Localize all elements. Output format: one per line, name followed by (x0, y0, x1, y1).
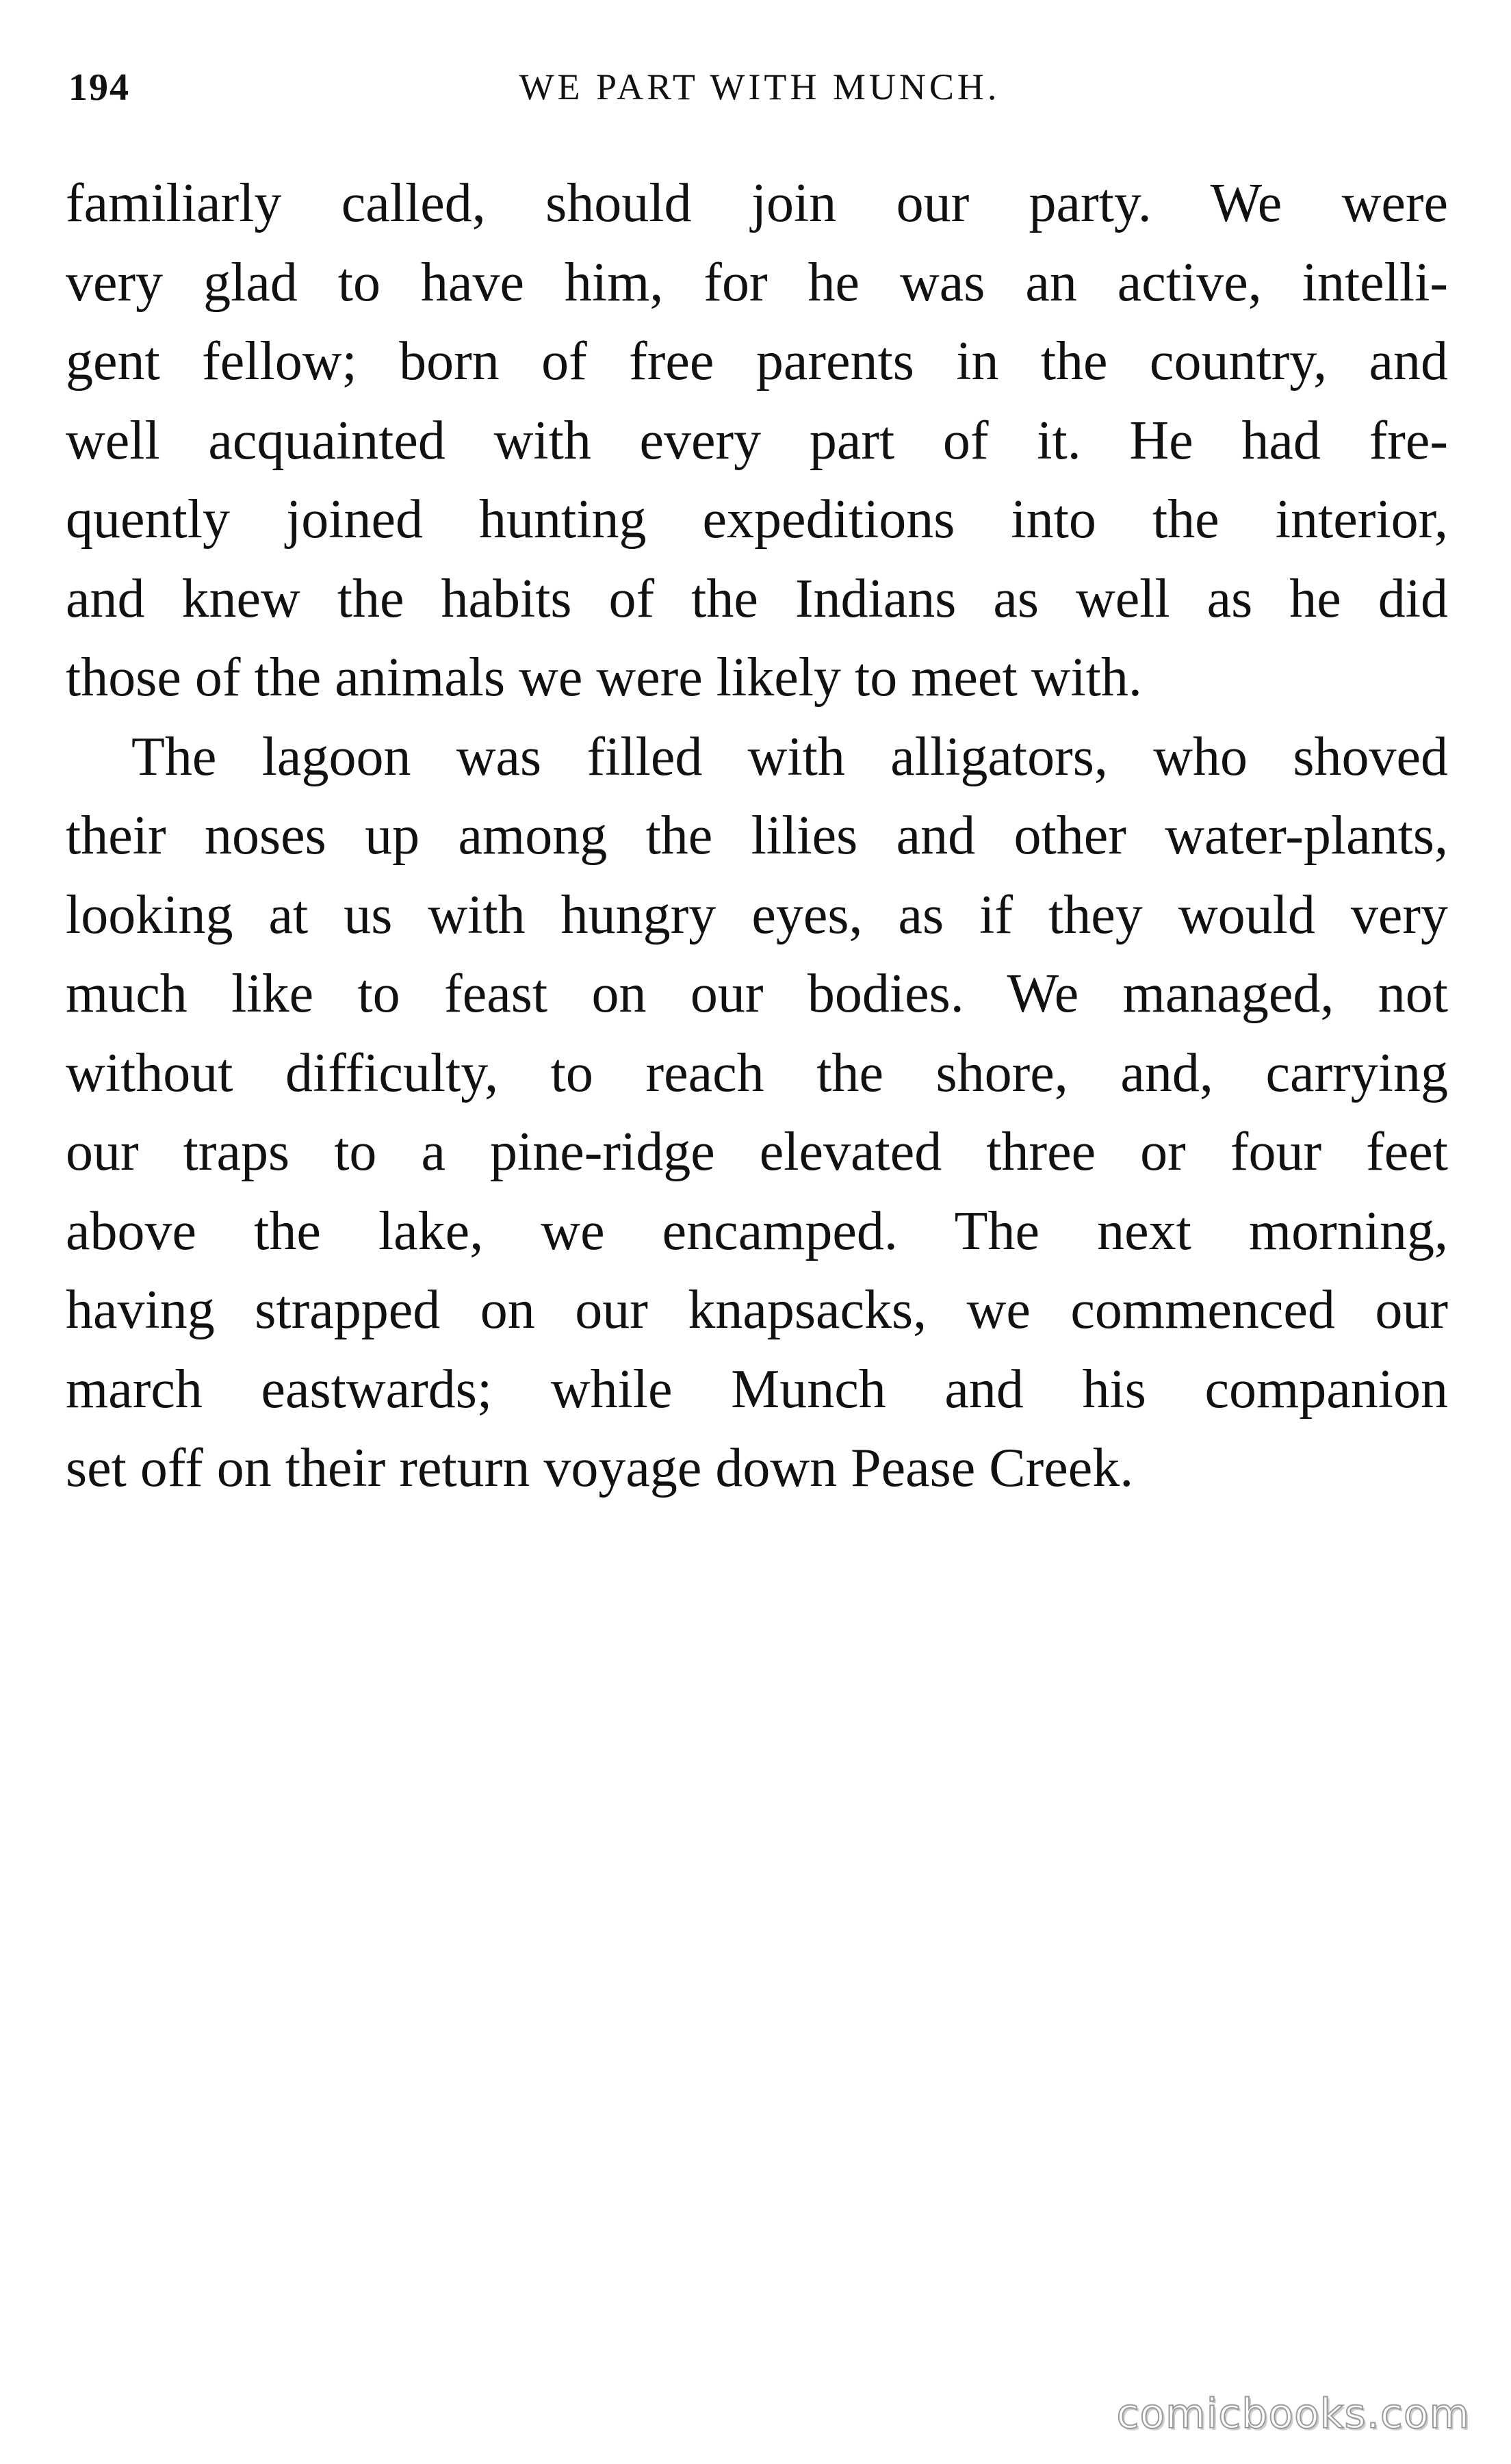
paragraph (66, 164, 1448, 718)
paragraph (66, 718, 1448, 1509)
text-line: familiarly called, should join our party. We were (66, 173, 1448, 233)
text-line: march eastwards; while Munch and his companion (66, 1359, 1448, 1420)
text-line: set off on their return voyage down Pease Creek. (66, 1438, 1134, 1498)
page-number: 194 (68, 66, 130, 109)
text-line: well acquainted with every part of it. He had fre- (66, 410, 1448, 471)
body-text (66, 164, 1448, 1509)
text-line: above the lake, we encamped. The next morning, (66, 1201, 1448, 1261)
text-line: quently joined hunting expeditions into the interior, (66, 489, 1448, 550)
watermark: comicbooks.com (1116, 2390, 1470, 2438)
text-line: much like to feast on our bodies. We managed, not (66, 964, 1448, 1024)
text-line: very glad to have him, for he was an active, intelli- (66, 252, 1448, 313)
text-line: looking at us with hungry eyes, as if they would very (66, 884, 1448, 945)
running-head (68, 66, 1451, 114)
text-line: our traps to a pine-ridge elevated three or four feet (66, 1122, 1448, 1182)
text-line: gent fellow; born of free parents in the country, and (66, 331, 1448, 392)
text-line: The lagoon was filled with alligators, who shoved (131, 726, 1448, 787)
text-line: and knew the habits of the Indians as well as he did (66, 568, 1448, 629)
page-title: WE PART WITH MUNCH. (519, 66, 1000, 107)
text-line: having strapped on our knapsacks, we commenced our (66, 1280, 1448, 1340)
text-line: their noses up among the lilies and other water-plants, (66, 806, 1448, 866)
text-line: without difficulty, to reach the shore, and, carrying (66, 1042, 1448, 1103)
text-line: those of the animals we were likely to meet with. (66, 647, 1142, 708)
